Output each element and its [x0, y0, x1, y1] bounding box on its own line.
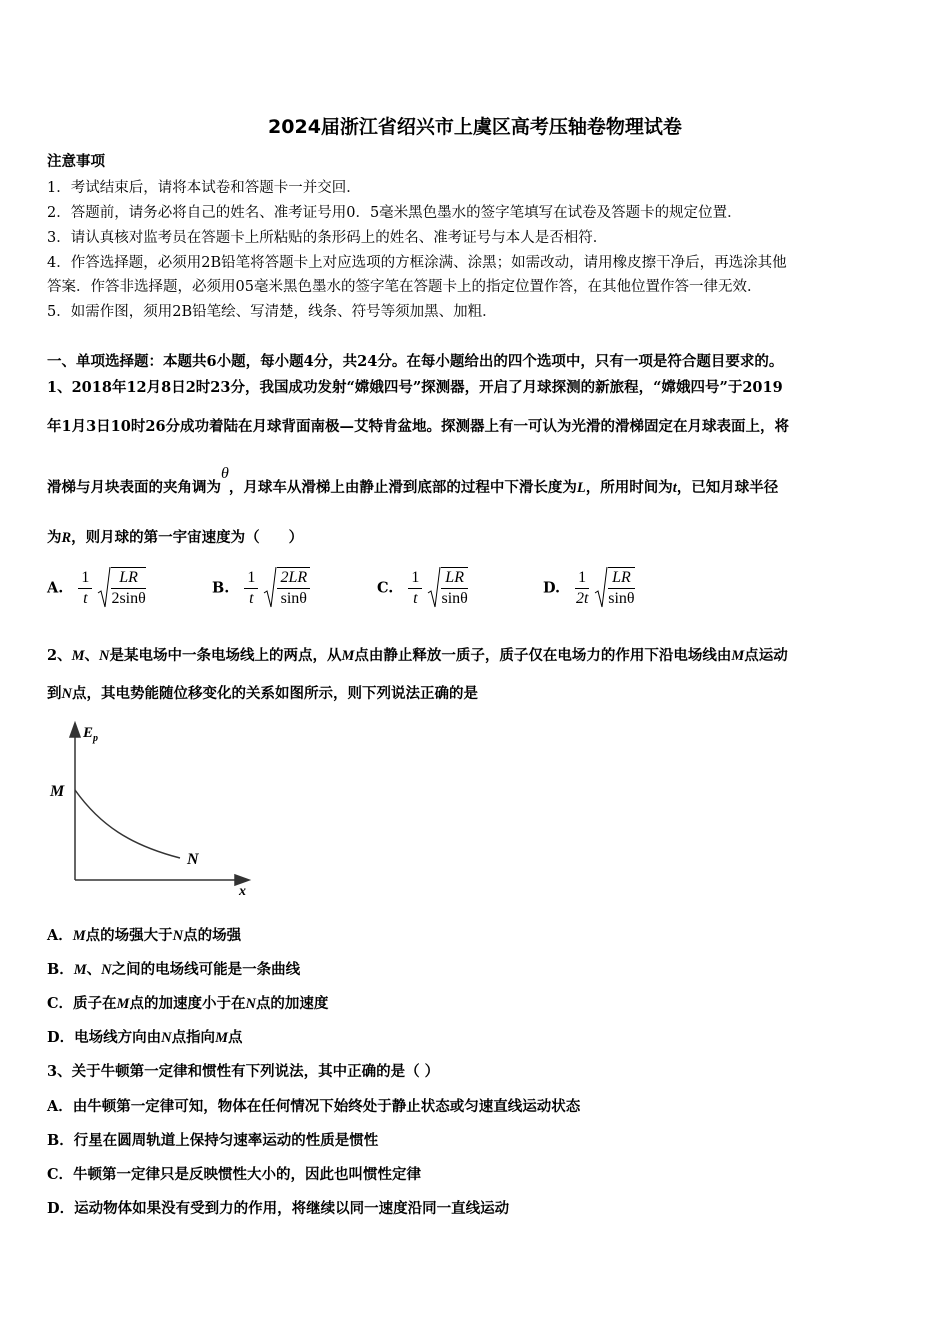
q2-N: N — [245, 996, 256, 1012]
q3-option-a[interactable]: A．由牛顿第一定律可知，物体在任何情况下始终处于静止状态或匀速直线运动状态 — [47, 1098, 581, 1115]
notice-heading: 注意事项 — [47, 153, 105, 170]
q2-N: N — [161, 1030, 172, 1046]
q2-text: 点，其电势能随位移变化的关系如图所示，则下列说法正确的是 — [71, 685, 478, 702]
coef-den: t — [83, 589, 88, 607]
q2-N: N — [172, 928, 184, 944]
coef-num: 1 — [408, 568, 422, 589]
coef-fraction — [244, 568, 258, 609]
rad-num: LR — [111, 568, 145, 589]
notice-item: 2．答题前，请务必将自己的姓名、准考证号用0．5毫米黑色墨水的签字笔填写在试卷及答题卡的规定位置． — [47, 205, 742, 221]
q2-M: M — [71, 648, 85, 664]
rad-num: LR — [441, 568, 467, 589]
rad-den: sinθ — [608, 590, 635, 607]
q1-line4 — [47, 526, 303, 547]
option-label: D. — [543, 579, 561, 597]
q3-option-d[interactable]: D．运动物体如果没有受到力的作用，将继续以同一速度沿同一直线运动 — [47, 1200, 510, 1217]
coef-den: 2t — [575, 589, 589, 607]
rad-den: sinθ — [280, 590, 307, 607]
q1-option-c[interactable] — [377, 565, 468, 611]
q2-option-b[interactable] — [47, 958, 300, 979]
sqrt — [97, 565, 145, 611]
option-label: C. — [377, 579, 394, 597]
page-title: 2024届浙江省绍兴市上虞区高考压轴卷物理试卷 — [268, 116, 682, 138]
sqrt — [427, 565, 467, 611]
radical-icon — [97, 565, 111, 611]
section-heading: 一、单项选择题：本题共6小题，每小题4分，共24分。在每小题给出的四个选项中，只有一项是符合题目要求的。 — [47, 353, 784, 370]
coef-num: 1 — [575, 568, 589, 589]
option-text: 点的场强 — [183, 927, 242, 944]
q3-option-b[interactable]: B．行星在圆周轨道上保持匀速率运动的性质是惯性 — [47, 1132, 379, 1149]
q1-text: 为 — [47, 529, 62, 546]
q1-line3 — [47, 465, 779, 497]
q2-M: M — [73, 962, 87, 978]
option-label: A. — [47, 579, 64, 597]
q2-text: 2、 — [47, 647, 72, 664]
notice-item: 1．考试结束后，请将本试卷和答题卡一并交回． — [47, 180, 361, 196]
option-text: 点 — [227, 1029, 243, 1046]
option-text: 点指向 — [171, 1029, 216, 1046]
radical-icon — [594, 565, 608, 611]
q2-text: 点运动 — [744, 647, 788, 664]
rad-num: LR — [608, 568, 634, 589]
q2-N: N — [61, 686, 72, 702]
y-axis-label: $E_p$ — [83, 725, 99, 744]
sqrt — [263, 565, 310, 611]
option-label: B． — [47, 961, 74, 978]
q2-option-a[interactable] — [47, 924, 241, 945]
option-text: 点的场强大于 — [85, 927, 173, 944]
rad-fraction — [277, 567, 310, 609]
q1-text: ，月球车从滑梯上由静止滑到底部的过程中下滑长度为 — [228, 479, 577, 496]
option-label: B. — [212, 579, 230, 597]
q1-option-a[interactable] — [47, 565, 146, 611]
coef-num: 1 — [244, 568, 258, 589]
q1-text: ，所用时间为 — [585, 479, 673, 496]
rad-fraction — [608, 567, 634, 609]
coef-fraction — [408, 568, 422, 609]
x-axis-label: x — [239, 884, 246, 895]
q2-option-d[interactable] — [47, 1026, 242, 1047]
point-n-label: N — [187, 851, 199, 868]
q1-L: L — [576, 480, 586, 496]
q1-option-d[interactable] — [543, 565, 635, 611]
coef-den: t — [249, 589, 254, 607]
q1-option-b[interactable] — [212, 565, 310, 611]
q2-option-c[interactable] — [47, 992, 328, 1013]
q2-line2 — [47, 682, 478, 703]
q3-stem: 3、关于牛顿第一定律和惯性有下列说法，其中正确的是（ ） — [47, 1063, 440, 1080]
q1-theta: θ — [221, 465, 229, 482]
option-text: 质子在 — [73, 995, 117, 1012]
q2-M: M — [731, 648, 745, 664]
q2-text: 是某电场中一条电场线上的两点，从 — [109, 647, 342, 664]
option-label: C． — [47, 995, 74, 1012]
q2-M: M — [341, 648, 355, 664]
option-text: 点的加速度 — [255, 995, 329, 1012]
q1-t: t — [672, 480, 677, 496]
notice-item: 4．作答选择题，必须用2B铅笔将答题卡上对应选项的方框涂满、涂黑；如需改动，请用橡皮擦干净后，再选涂其他 — [47, 255, 787, 271]
q2-line1 — [47, 644, 788, 665]
q2-M: M — [72, 928, 86, 944]
option-label: D． — [47, 1029, 75, 1046]
coef-fraction — [575, 568, 589, 609]
q2-text: 到 — [47, 685, 62, 702]
option-text: 之间的电场线可能是一条曲线 — [111, 961, 301, 978]
q2-M: M — [215, 1030, 228, 1046]
ep-curve — [75, 790, 180, 858]
rad-fraction — [111, 567, 145, 609]
notice-item: 5．如需作图，须用2B铅笔绘、写清楚，线条、符号等须加黑、加粗． — [47, 304, 497, 320]
q1-text: ，已知月球半径 — [676, 479, 779, 496]
rad-den: sinθ — [441, 590, 468, 607]
q2-text: 点由静止释放一质子，质子仅在电场力的作用下沿电场线由 — [354, 647, 732, 664]
point-m-label: M — [50, 783, 65, 800]
option-text: 、 — [86, 961, 102, 978]
q2-N: N — [101, 962, 112, 978]
q2-N: N — [99, 648, 110, 664]
sqrt — [594, 565, 634, 611]
q1-text: 滑梯与月块表面的夹角调为 — [47, 479, 221, 496]
q1-R: R — [61, 530, 72, 546]
notice-item: 3．请认真核对监考员在答题卡上所粘贴的条形码上的姓名、准考证号与本人是否相符． — [47, 230, 608, 246]
rad-num: 2LR — [277, 568, 310, 589]
rad-fraction — [441, 567, 467, 609]
coef-fraction — [78, 568, 92, 609]
option-label: A． — [47, 927, 73, 944]
q1-line1: 1、2018年12月8日2时23分，我国成功发射“嫦娥四号”探测器，开启了月球探测的新旅程，“嫦娥四号”于2019 — [47, 379, 783, 396]
coef-num: 1 — [78, 568, 92, 589]
ep-x-graph — [45, 715, 260, 895]
notice-item: 答案．作答非选择题，必须用05毫米黑色墨水的签字笔在答题卡上的指定位置作答，在其他位置作答一律无效． — [47, 279, 762, 295]
radical-icon — [427, 565, 441, 611]
y-axis-arrow — [70, 723, 80, 737]
radical-icon — [263, 565, 277, 611]
option-text: 电场线方向由 — [74, 1029, 162, 1046]
q2-M: M — [116, 996, 130, 1012]
coef-den: t — [413, 589, 418, 607]
option-text: 点的加速度小于在 — [129, 995, 246, 1012]
q1-line2: 年1月3日10时26分成功着陆在月球背面南极—艾特肯盆地。探测器上有一可认为光滑的滑梯固定在月球表面上，将 — [47, 418, 790, 435]
q2-text: 、 — [84, 647, 99, 664]
rad-den: 2sinθ — [111, 590, 146, 607]
q1-text: ，则月球的第一宇宙速度为（ ） — [71, 529, 304, 546]
q3-option-c[interactable]: C．牛顿第一定律只是反映惯性大小的，因此也叫惯性定律 — [47, 1166, 422, 1183]
